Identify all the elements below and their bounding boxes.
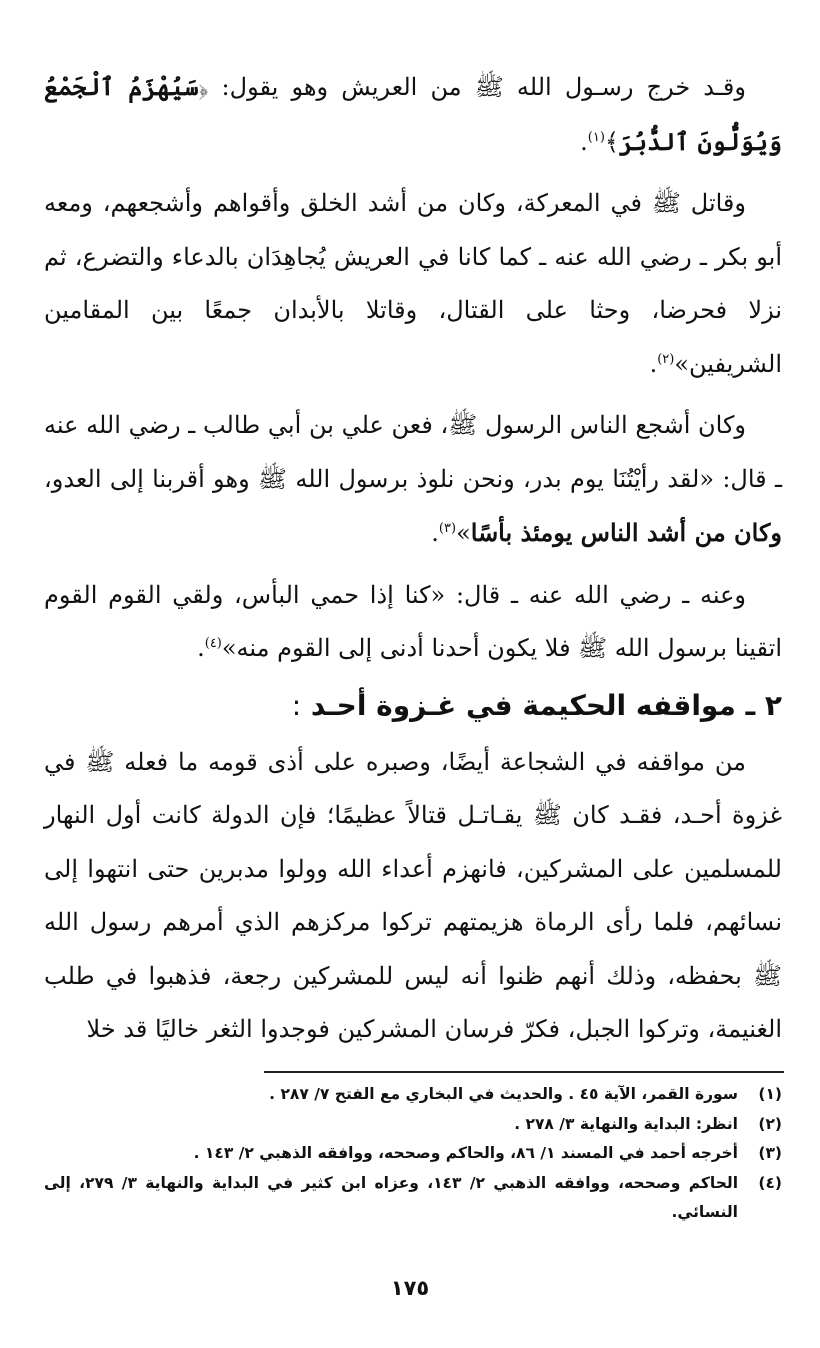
paragraph-1-end: . [580, 127, 588, 156]
paragraph-3-text: وكان أشجع الناس الرسول ﷺ، فعن علي بن أبي طالب ـ رضي الله عنه ـ قال: «لقد رأيْتُنَا يوم بدر، ونحن نلوذ برسول الله ﷺ وهو أقربنا إلى العدو، [44, 411, 782, 493]
footnote [44, 1169, 782, 1228]
footnote-ref-3: (٣) [438, 521, 457, 536]
paragraph-2 [44, 177, 782, 391]
paragraph-2-text: وقاتل ﷺ في المعركة، وكان من أشد الخلق وأقواهم وأشجعهم، ومعه أبو بكر ـ رضي الله عنه ـ كما كانا في العريش يُجاهِدَان بالدعاء والتضرع، ثم نزلا فحرضا، وحثا على القتال، وقاتلا بالأبدان جمعًا بين المقامين الشريفين» [44, 189, 782, 378]
quote-close: » [456, 519, 471, 547]
section-colon: : [291, 688, 302, 722]
footnote-text: أخرجه أحمد في المسند ١/ ٨٦، والحاكم وصححه، ووافقه الذهبي ٢/ ١٤٣ . [193, 1144, 738, 1162]
footnote-number: (١) [758, 1085, 782, 1103]
section-paragraph: من مواقفه في الشجاعة أيضًا، وصبره على أذى قومه ما فعله ﷺ في غزوة أحـد، فقـد كان ﷺ يقـاتـل قتالاً عظيمًا؛ فإن الدولة كانت أول النهار للمسلمين على المشركين، فانهزم أعداء الله وولوا مدبرين حتى انتهوا إلى نسائهم، فلما رأى الرماة هزيمتهم تركوا مركزهم الذي أمرهم رسول الله ﷺ بحفظه، وذلك أنهم ظنوا أنه ليس للمشركين رجعة، فذهبوا في طلب الغنيمة، وتركوا الجبل، فكرّ فرسان المشركين فوجدوا الثغر خاليًا قد خلا [44, 747, 782, 1043]
footnote-number: (٤) [758, 1173, 782, 1192]
paragraph-1-text: وقـد خرج رسـول الله ﷺ من العريش وهو يقول: ﴿ [198, 73, 746, 101]
page-number: ١٧٥ [390, 1276, 430, 1300]
footnote-ref-2: (٢) [657, 351, 675, 367]
paragraph-3-emphasis: وكان من أشد الناس يومئذ بأسًا [470, 518, 782, 547]
footnote-ref-1: (١) [587, 129, 605, 145]
paragraph-2-end: . [649, 349, 658, 378]
footnote [44, 1110, 782, 1140]
section-heading [44, 676, 782, 736]
verse-close-bracket: ﴾ [604, 127, 619, 156]
section-title: مواقفه الحكيمة في غـزوة أحـد [310, 688, 736, 722]
footnote-separator [264, 1071, 784, 1073]
footnote-text: انظر: البداية والنهاية ٣/ ٢٧٨ . [514, 1114, 738, 1133]
footnote-text: سورة القمر، الآية ٤٥ . والحديث في البخاري مع الفتح ٧/ ٢٨٧ . [269, 1085, 738, 1103]
paragraph-4 [44, 569, 782, 676]
footnote-number: (٢) [758, 1114, 782, 1133]
footnote-ref-4: (٤) [204, 636, 222, 651]
paragraph-3 [44, 399, 782, 561]
footnote [44, 1080, 782, 1110]
paragraph-4-text: وعنه ـ رضي الله عنه ـ قال: «كنا إذا حمي البأس، ولقي القوم القوم اتقينا برسول الله ﷺ فلا يكون أحدنا أدنى إلى القوم منه» [44, 580, 782, 662]
footnote [44, 1139, 782, 1169]
paragraph-4-end: . [197, 634, 205, 662]
footnotes [44, 1080, 782, 1228]
section-number: ٢ ـ [745, 688, 782, 722]
footnote-text: الحاكم وصححه، ووافقه الذهبي ٢/ ١٤٣، وعزاه ابن كثير في البداية والنهاية ٣/ ٢٧٩، إلى النسائي. [44, 1173, 739, 1221]
body-text [44, 60, 782, 1057]
quran-verse: سَيُهْزَمُ ٱلْجَمْعُ وَيُوَلُّونَ ٱلدُّبُرَ [44, 72, 782, 156]
paragraph-1 [44, 60, 782, 169]
paragraph-3-end: . [431, 519, 439, 547]
footnote-number: (٣) [758, 1144, 782, 1162]
